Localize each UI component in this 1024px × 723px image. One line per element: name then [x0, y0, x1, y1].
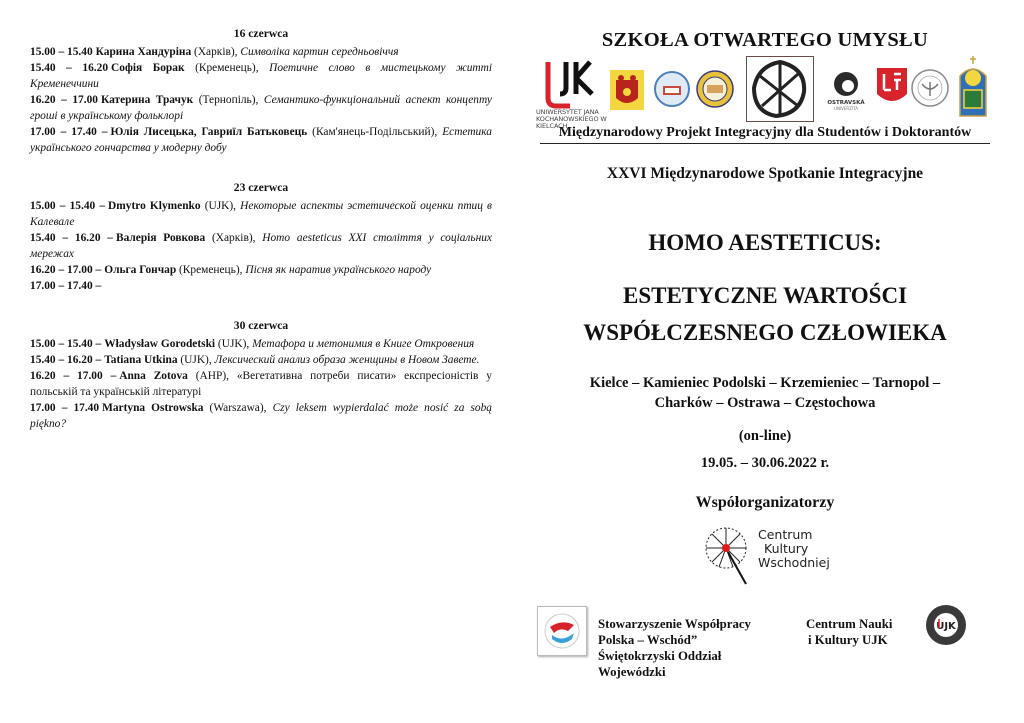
program-entry	[30, 368, 492, 400]
title-line-3: WSPÓŁCZESNEGO CZŁOWIEKA	[583, 320, 947, 345]
church-emblem-logo	[956, 56, 990, 120]
program-day	[30, 26, 492, 156]
day-heading: 16 czerwca	[233, 27, 289, 40]
cities	[530, 373, 1000, 413]
title-lines	[530, 277, 1000, 351]
title-line-2: ESTETYCZNE WARTOŚCI	[622, 283, 908, 308]
speaker-affiliation: (Кременець),	[184, 62, 270, 74]
ostrava-university-logo	[824, 70, 868, 112]
program-entry	[30, 400, 492, 432]
event-mode: (on-line)	[738, 428, 792, 444]
speaker-affiliation: (UJK),	[215, 338, 253, 350]
day-heading: 30 czerwca	[233, 319, 289, 332]
eagle-seal-logo	[910, 68, 950, 108]
talk-topic: Поетичне слово в мистецькому житті Кременеччини	[30, 62, 493, 90]
session-time: 15.00 – 15.40 –	[30, 200, 106, 212]
session-time: 15.00 – 15.40 –	[30, 338, 102, 350]
talk-topic: Czy leksem wypierdalać może nosić za sobą piękno?	[30, 402, 492, 430]
speaker-affiliation: (UJK),	[177, 354, 215, 366]
speaker-name: Валерія Ровкова	[116, 232, 206, 244]
ujk-logo-caption: UNIWERSYTET JANA KOCHANOWSKIEGO W KIELCACH	[536, 108, 607, 130]
speaker-name: Софія Борак	[111, 62, 185, 74]
session-time: 16.20 – 17.00	[30, 94, 98, 106]
svg-text:UNIVERZITA: UNIVERZITA	[834, 106, 858, 111]
program-entry	[30, 262, 492, 278]
session-time: 15.40 – 16.20 –	[30, 354, 102, 366]
ujk-logo	[542, 58, 600, 110]
speaker-affiliation: (Warszawa),	[203, 402, 273, 414]
sws-logo	[537, 606, 587, 656]
session-time: 17.00 – 17.40	[30, 402, 100, 414]
partner-logos	[536, 56, 988, 130]
red-shield-logo	[877, 68, 907, 108]
talk-topic: Семантико-функціональний аспект концепту гроші в українському фольклорі	[30, 94, 492, 122]
session-time: 16.20 – 17.00 –	[30, 370, 117, 382]
session-time: 17.00 – 17.40 –	[30, 126, 108, 138]
sws-name: Stowarzyszenie Współpracy Polska – Wschód” Świętokrzyski Oddział Wojewódzki	[598, 617, 751, 679]
program-entry	[30, 198, 492, 230]
talk-topic: Homo aesteticus XXI століття у соціальних мережах	[30, 232, 492, 260]
speaker-affiliation: (Тернопіль),	[193, 94, 264, 106]
speaker-affiliation: (Харків),	[205, 232, 263, 244]
speaker-affiliation: (Харків),	[191, 46, 241, 58]
program-entry	[30, 230, 492, 262]
speaker-affiliation: (АНР),	[187, 370, 237, 382]
event-dates: 19.05. – 30.06.2022 r.	[700, 455, 830, 471]
svg-text:UJK: UJK	[936, 621, 956, 632]
coorganizers-heading: Współorganizatorzy	[695, 494, 835, 511]
talk-topic: Естетика українського гончарства у модерну добу	[30, 126, 492, 154]
speaker-name: Ольга Гончар	[104, 264, 177, 276]
program-day	[30, 180, 492, 294]
speaker-affiliation: (UJK),	[200, 200, 241, 212]
speaker-name: Tatiana Utkina	[104, 354, 178, 366]
dandelion-icon	[698, 522, 758, 592]
program-entry	[30, 92, 492, 124]
gold-round-logo	[696, 70, 734, 108]
program-entry	[30, 60, 492, 92]
speaker-affiliation: (Кам'янець-Подільський),	[307, 126, 443, 138]
talk-topic: Лексический анализ образа женщины в Новом Завете.	[214, 354, 480, 366]
talk-topic: Метафора и метонимия в Книге Откровения	[252, 338, 475, 350]
speaker-name: Dmytro Klymenko	[108, 200, 201, 212]
circular-emblem-logo	[746, 56, 814, 122]
session-time: 15.40 – 16.20 –	[30, 232, 113, 244]
talk-topic: Некоторые аспекты эстетической оценки птиц в Калевале	[30, 200, 493, 228]
speaker-name: Władysław Gorodetski	[104, 338, 216, 350]
session-time: 15.00 – 15.40	[30, 46, 93, 58]
session-time: 16.20 – 17.00 –	[30, 264, 102, 276]
meeting-name: XXVI Międzynarodowe Spotkanie Integracyjne	[606, 165, 924, 182]
program-entry	[30, 124, 492, 156]
speaker-name: Карина Хандуріна	[95, 46, 192, 58]
speaker-affiliation: (Кременець),	[176, 264, 246, 276]
session-time: 17.00 – 17.40 –	[30, 280, 102, 292]
svg-text:OSTRAVSKÁ: OSTRAVSKÁ	[827, 100, 865, 106]
ckw-text: Centrum Kultury Wschodniej	[758, 527, 830, 570]
speaker-name: Катерина Трачук	[100, 94, 194, 106]
cities-line-1: Kielce – Kamieniec Podolski – Krzemieniec – Tarnopol –	[589, 375, 941, 391]
coat-of-arms-logo	[610, 70, 644, 110]
session-time: 15.40 – 16.20	[30, 62, 109, 74]
cnk-ujk-logo	[925, 604, 967, 646]
centrum-kultury-wschodniej-logo	[698, 522, 838, 592]
program-entry	[30, 278, 492, 294]
talk-topic: Пісня як наратив українського народу	[245, 264, 432, 276]
cnk-name: Centrum Nauki i Kultury UJK	[806, 617, 893, 647]
program-entry	[30, 44, 492, 60]
program-entry	[30, 352, 492, 368]
sws-emblem-icon	[538, 607, 586, 655]
blue-round-logo	[654, 71, 690, 107]
speaker-name: Юлія Лисецька, Гавриїл Батьковець	[110, 126, 308, 138]
program-day	[30, 318, 492, 432]
speaker-name: Martyna Ostrowska	[102, 402, 204, 414]
school-title: SZKOŁA OTWARTEGO UMYSŁU	[601, 29, 929, 51]
speaker-name: Anna Zotova	[119, 370, 188, 382]
title-line-1: HOMO AESTETICUS:	[648, 230, 882, 255]
talk-topic-plain: «Вегетативна потреби писати» експресіоністів у польській та українській літературі	[30, 370, 492, 398]
program-entry	[30, 336, 492, 352]
project-name: Międzynarodowy Projekt Integracyjny dla Studentów i Doktorantów	[540, 125, 990, 144]
talk-topic: Символіка картин середньовіччя	[240, 46, 399, 58]
day-heading: 23 czerwca	[233, 181, 289, 194]
cities-line-2: Charków – Ostrawa – Częstochowa	[654, 395, 876, 411]
program-column	[30, 26, 492, 456]
